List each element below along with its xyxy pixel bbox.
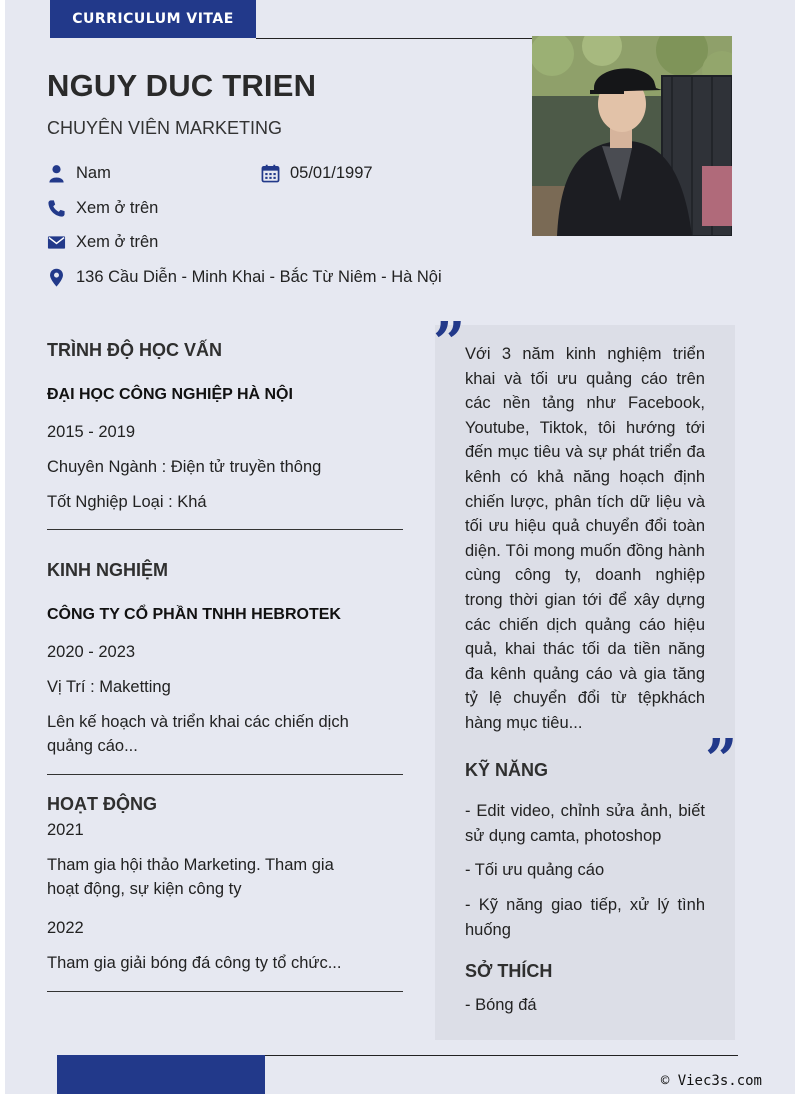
email-value: Xem ở trên bbox=[76, 233, 159, 251]
experience-company: CÔNG TY CỔ PHẦN TNHH HEBROTEK bbox=[47, 606, 341, 623]
education-divider bbox=[47, 529, 403, 530]
address-value: 136 Cầu Diễn - Minh Khai - Bắc Từ Niêm - Hà Nội bbox=[76, 268, 442, 286]
activity-text: Tham gia giải bóng đá công ty tổ chức... bbox=[47, 954, 342, 972]
activities-title: HOẠT ĐỘNG bbox=[47, 794, 157, 814]
activities-divider bbox=[47, 991, 403, 992]
address-row bbox=[47, 268, 442, 287]
phone-row bbox=[47, 199, 158, 218]
calendar-icon bbox=[261, 164, 280, 183]
location-pin-icon bbox=[47, 268, 66, 287]
career-summary: Với 3 năm kinh nghiệm triển khai và tối ưu quảng cáo trên các nền tảng như Facebook, Youtube, Tiktok, tôi hướng tới đến mục tiêu và sự phát triển đa kênh có khả năng hoạch định chiến lược, phân tích dữ liệu và tối ưu hiệu quả chuyển đổi toàn diện. Tôi mong muốn đồng hành cùng công ty, doanh nghiệp trong thời gian tới để xây dựng các chiến dịch quảng cáo hiệu quả, khai thác tối da tiền năng đa kênh quảng cáo và gia tăng tỷ lệ chuyển đổi từ tệpkhách hàng mục tiêu... bbox=[465, 345, 705, 732]
education-years: 2015 - 2019 bbox=[47, 423, 136, 441]
hobbies-title: SỞ THÍCH bbox=[465, 961, 553, 981]
gender-row bbox=[47, 164, 111, 183]
skill-item: - Tối ưu quảng cáo bbox=[465, 861, 605, 879]
email-row bbox=[47, 233, 158, 252]
mail-icon bbox=[47, 233, 66, 252]
profile-photo bbox=[532, 36, 732, 236]
gender-value: Nam bbox=[76, 164, 111, 182]
job-title: CHUYÊN VIÊN MARKETING bbox=[47, 118, 283, 138]
birthday-row bbox=[261, 164, 373, 183]
close-quote-icon: ” bbox=[705, 727, 738, 793]
hobby-item: - Bóng đá bbox=[465, 996, 537, 1014]
activity-year: 2022 bbox=[47, 919, 84, 937]
skill-item: - Kỹ năng giao tiếp, xử lý tình huống bbox=[465, 896, 705, 939]
skill-item: - Edit video, chỉnh sửa ảnh, biết sử dụng camta, photoshop bbox=[465, 802, 705, 845]
activity-text: Tham gia hội thảo Marketing. Tham gia hoạt động, sự kiện công ty bbox=[47, 856, 334, 898]
education-school: ĐẠI HỌC CÔNG NGHIỆP HÀ NỘI bbox=[47, 386, 293, 403]
activity-year: 2021 bbox=[47, 821, 84, 839]
experience-title: KINH NGHIỆM bbox=[47, 560, 168, 580]
experience-divider bbox=[47, 774, 403, 775]
footer-accent-block bbox=[57, 1055, 265, 1094]
experience-description: Lên kế hoạch và triển khai các chiến dịch quảng cáo... bbox=[47, 713, 349, 755]
open-quote-icon: ” bbox=[433, 310, 466, 376]
skills-title: KỸ NĂNG bbox=[465, 760, 549, 780]
cv-header-tag: CURRICULUM VITAE bbox=[50, 0, 256, 38]
candidate-name: NGUY DUC TRIEN bbox=[47, 68, 317, 103]
copyright-text: © Viec3s.com bbox=[660, 1073, 762, 1089]
phone-icon bbox=[47, 199, 66, 218]
experience-years: 2020 - 2023 bbox=[47, 643, 136, 661]
education-grade: Tốt Nghiệp Loại : Khá bbox=[47, 493, 207, 511]
education-title: TRÌNH ĐỘ HỌC VẤN bbox=[47, 340, 222, 360]
person-photo-illustration bbox=[532, 36, 732, 236]
person-icon bbox=[47, 164, 66, 183]
phone-value: Xem ở trên bbox=[76, 199, 159, 217]
birthday-value: 05/01/1997 bbox=[290, 164, 373, 182]
education-major: Chuyên Ngành : Điện tử truyền thông bbox=[47, 458, 322, 476]
experience-position: Vị Trí : Maketting bbox=[47, 678, 171, 696]
header-divider bbox=[256, 38, 532, 39]
